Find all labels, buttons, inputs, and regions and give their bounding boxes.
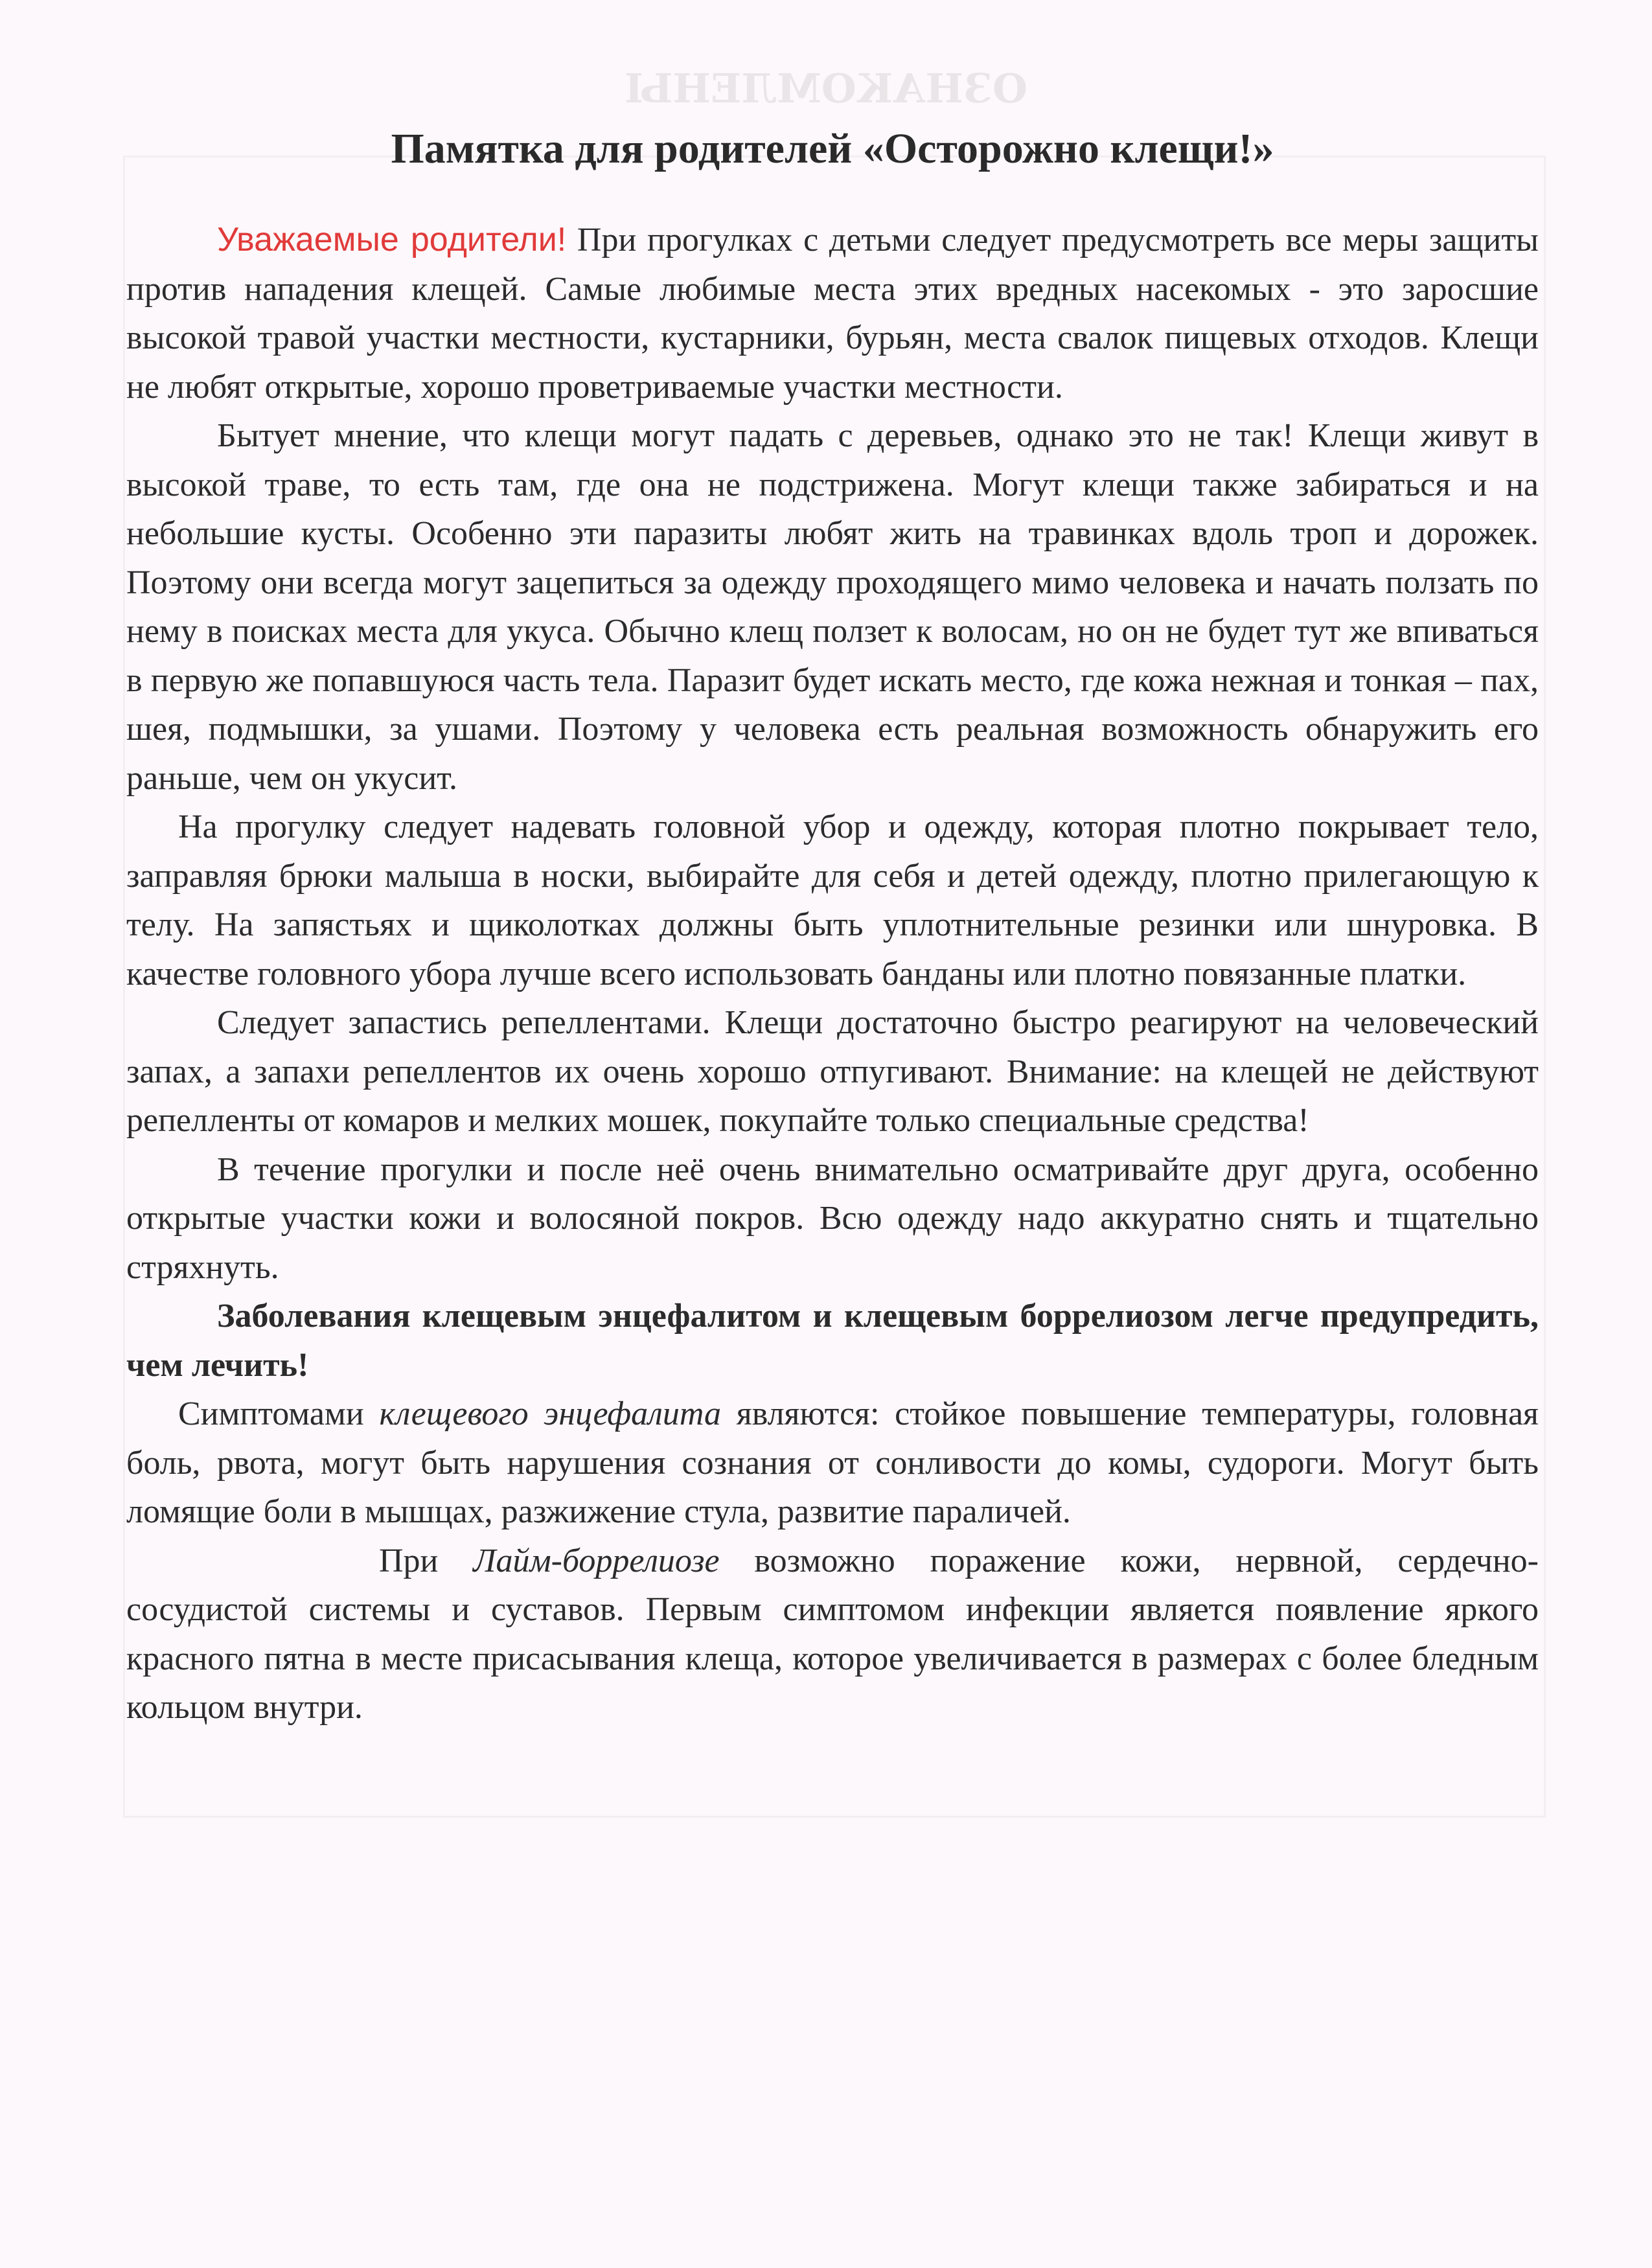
paragraph-inspection: В течение прогулки и после неё очень внимательно осматривайте друг друга, особенно открытые участки кожи и волосяной покров. Всю одежду надо аккуратно снять и тщательно стряхнуть.: [126, 1151, 1539, 1286]
greeting-text: Уважаемые родители!: [217, 221, 567, 258]
document-title: Памятка для родителей «Осторожно клещи!»: [391, 125, 1274, 172]
borreliosis-term: Лайм-боррелиозе: [473, 1542, 720, 1579]
paragraph-habitat: Бытует мнение, что клещи могут падать с деревьев, однако это не так! Клещи живут в высокой траве, то есть там, где она не подстрижена. Могут клещи также забираться и на небольшие кусты. Особенно эти паразиты любят жить на травинках вдоль троп и дорожек. Поэтому они всегда могут зацепиться за одежду проходящего мимо человека и начать ползать по нему в поисках места для укуса. Обычно клещ ползет к волосам, но он не будет тут же впиваться в первую же попавшуюся часть тела. Паразит будет искать место, где кожа нежная и тонкая – пах, шея, подмышки, за ушами. Поэтому у человека есть реальная возможность обнаружить его раньше, чем он укусит.: [126, 417, 1539, 797]
paragraph-encephalitis: [126, 1390, 1539, 1537]
paragraph-repellents: Следует запастись репеллентами. Клещи достаточно быстро реагируют на человеческий запах, а запахи репеллентов их очень хорошо отпугивают. Внимание: на клещей не действуют репелленты от комаров и мелких мошек, покупайте только специальные средства!: [126, 1004, 1539, 1139]
encephalitis-text-b: являются: стойкое повышение температуры, головная боль, рвота, могут быть нарушения сознания от сонливости до комы, судороги. Могут быть ломящие боли в мышцах, разжижение стула, развитие параличей.: [126, 1395, 1539, 1530]
borreliosis-text-b: возможно поражение кожи, нервной, сердечно-сосудистой системы и суставов. Первым симптомом инфекции является появление яркого красного пятна в месте присасывания клеща, которое увеличивается в размерах с более бледным кольцом внутри.: [126, 1542, 1539, 1726]
intro-text: При прогулках с детьми следует предусмотреть все меры защиты против нападения клещей. Самые любимые места этих вредных насекомых - это заросшие высокой травой участки местности, кустарники, бурьян, места свалок пищевых отходов. Клещи не любят открытые, хорошо проветриваемые участки местности.: [126, 222, 1539, 406]
borreliosis-text-a: При: [379, 1542, 474, 1579]
encephalitis-term: клещевого энцефалита: [379, 1395, 722, 1432]
paragraph-intro: [126, 216, 1539, 411]
bleed-through-title: ОЗНАКОМЛЕНЫ: [625, 65, 1027, 112]
encephalitis-text-a: Симптомами: [178, 1395, 380, 1432]
section-heading: Заболевания клещевым энцефалитом и клещевым боррелиозом легче предупредить, чем лечить!: [126, 1298, 1539, 1384]
paragraph-clothing: На прогулку следует надевать головной убор и одежду, которая плотно покрывает тело, заправляя брюки малыша в носки, выбирайте для себя и детей одежду, плотно прилегающую к телу. На запястьях и щиколотках должны быть уплотнительные резинки или шнуровка. В качестве головного убора лучше всего использовать банданы или плотно повязанные платки.: [126, 808, 1539, 992]
paragraph-borreliosis: [126, 1537, 1539, 1732]
document-body: [126, 120, 1539, 1732]
